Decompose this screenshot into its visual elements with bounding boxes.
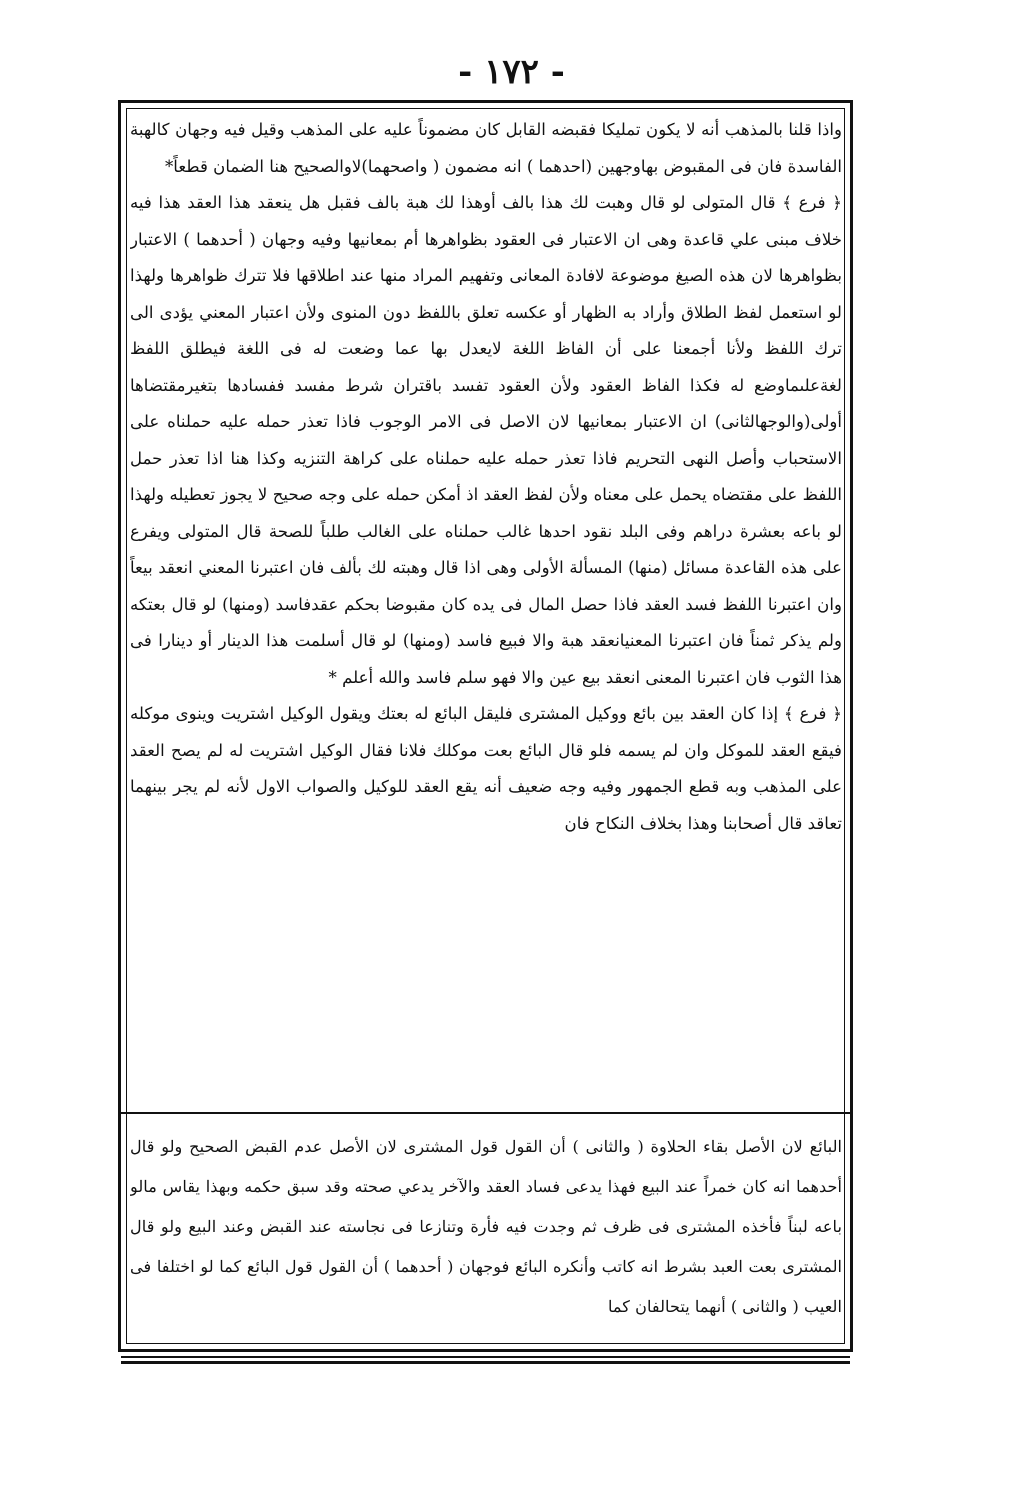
footnote-divider (121, 1112, 850, 1114)
bottom-rule-thick (121, 1361, 850, 1364)
footnote-body (130, 1127, 842, 1332)
paragraph-intro: واذا قلنا بالمذهب أنه لا يكون تمليكا فقبضه القابل كان مضموناً عليه على المذهب وقيل فيه وجهان كالهبة الفاسدة فان فى المقبوض بهاوجهين (احدهما ) انه مضمون ( واصحهما)لاوالصحيح هنا الضمان قطعاً* (130, 120, 842, 176)
page-number: - ١٧٢ - (458, 52, 565, 92)
paragraph-far-2: ﴿ فرع ﴾ إذا كان العقد بين بائع ووكيل المشترى فليقل البائع له بعتك ويقول الوكيل اشتريت وينوى موكله فيقع العقد للموكل وان لم يسمه فلو قال البائع بعت موكلك فلانا فقال الوكيل اشتريت له لم يصح العقد على المذهب وبه قطع الجمهور وفيه وجه ضعيف أنه يقع العقد للوكيل والصواب الاول لأنه لم يجر بينهما تعاقد قال أصحابنا وهذا بخلاف النكاح فان (130, 704, 842, 833)
main-text-body (130, 112, 842, 1107)
paragraph-far-1: ﴿ فرع ﴾ قال المتولى لو قال وهبت لك هذا بالف أوهذا لك هبة بالف فقبل هل ينعقد هذا العقد هذا فيه خلاف مبنى علي قاعدة وهى ان الاعتبار فى العقود بظواهرها أم بمعانيها وفيه وجهان ( أحدهما ) الاعتبار بظواهرها لان هذه الصيغ موضوعة لافادة المعانى وتفهيم المراد منها عند اطلاقها فلا تترك ظواهرها ولهذا لو استعمل لفظ الطلاق وأراد به الظهار أو عكسه تعلق باللفظ دون المنوى ولأن اعتبار المعني يؤدى الى ترك اللفظ ولأنا أجمعنا على أن الفاظ اللغة لايعدل بها عما وضعت له فى اللغة فيطلق اللفظ لغةعلىماوضع له فكذا الفاظ العقود ولأن العقود تفسد باقتران شرط مفسد ففسادها بتغيرمقتضاها أولى(والوجهالثانى) ان الاعتبار بمعانيها لان الاصل فى الامر الوجوب فاذا تعذر حمله عليه حملناه على الاستحباب وأصل النهى التحريم فاذا تعذر حمله عليه حملناه على كراهة التنزيه وكذا هنا اذا تعذر حمل اللفظ على مقتضاه يحمل على معناه ولأن لفظ العقد اذ أمكن حمله على وجه صحيح لا يجوز تعطيله ولهذا لو باعه بعشرة دراهم وفى البلد نقود احدها غالب حملناه على الغالب طلباً للصحة قال المتولى ويفرع على هذه القاعدة مسائل (منها) المسألة الأولى وهى اذا قال وهبته لك بألف فان اعتبرنا المعني انعقد بيعاً وان اعتبرنا اللفظ فسد العقد فاذا حصل المال فى يده كان مقبوضا بحكم عقدفاسد (ومنها) لو قال بعتكه ولم يذكر ثمناً فان اعتبرنا المعنيانعقد هبة والا فبيع فاسد (ومنها) لو قال أسلمت هذا الدينار أو دينارا فى هذا الثوب فان اعتبرنا المعنى انعقد بيع عين والا فهو سلم فاسد والله أعلم * (130, 193, 842, 687)
bottom-rule-thin (121, 1356, 850, 1358)
footnote-paragraph: البائع لان الأصل بقاء الحلاوة ( والثانى ) أن القول قول المشترى لان الأصل عدم القبض الصحيح ولو قال أحدهما انه كان خمراً عند البيع فهذا يدعى فساد العقد والآخر يدعي صحته وقد سبق حكمه وبهذا يقاس مالو باعه لبناً فأخذه المشترى فى ظرف ثم وجدت فيه فأرة وتنازعا فى نجاسته عند القبض وعند البيع ولو قال المشترى بعت العبد بشرط انه كاتب وأنكره البائع فوجهان ( أحدهما ) أن القول قول البائع كما لو اختلفا فى العيب ( والثانى ) أنهما يتحالفان كما (130, 1137, 842, 1316)
